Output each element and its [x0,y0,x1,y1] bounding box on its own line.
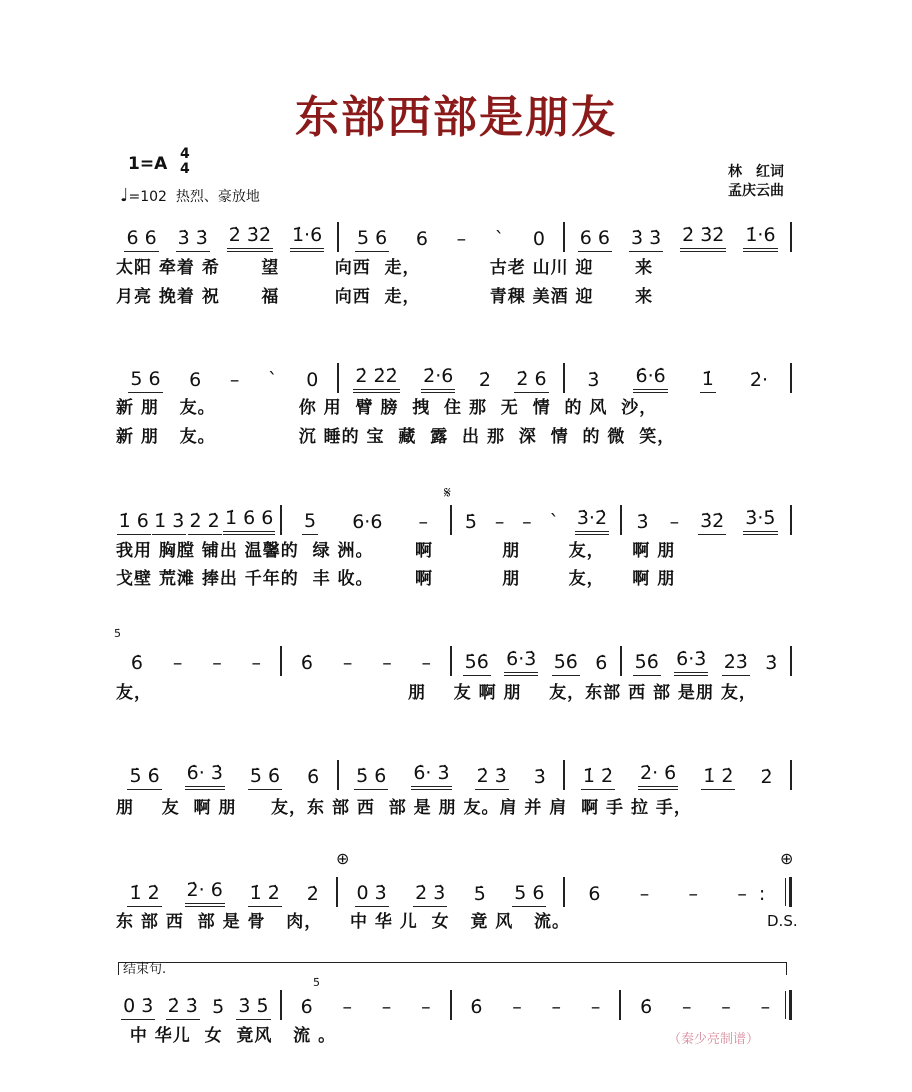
measure [116,990,276,1020]
note-group: – [494,511,505,533]
note-group: – [381,996,392,1018]
notation-system [116,505,796,535]
barline [790,363,792,393]
barline [280,646,282,676]
note-group: 2̇ 6 [514,368,548,393]
note-group: 2̇ [760,766,773,788]
note-group: 6·6 [352,511,383,533]
note-group: – [229,369,240,391]
grace-note: 5̇ [114,627,121,640]
barline [450,990,452,1020]
barline [280,505,282,535]
ending-label: 结束句. [123,962,167,977]
note-group: 6 6 [124,227,158,252]
lyric-line: 戈壁 荒滩 捧出 千年的 丰 收。 啊 朋 友， 啊 朋 [116,569,676,589]
note-group: 1̇ [700,368,716,393]
tempo-marking [120,186,260,207]
grace-note: 5̇ [313,976,320,989]
lyric-line: 中 华儿 女 竟风 流 。 [116,1026,337,1046]
barline [790,222,792,252]
note-group: 1̇ 2̇ [581,765,615,790]
measure [343,760,560,790]
measure [626,646,786,676]
measure [116,505,276,535]
note-group: 5̇6̇ [633,651,661,676]
notation-system [116,363,796,393]
note-group: 0 [306,369,319,391]
note-group: 3̇ 5̇ [236,995,270,1020]
note-group: 2̇ 2̇ [188,510,222,535]
note-group: 3̇·5̇ [743,507,777,535]
barline [336,877,338,907]
measure [626,505,786,535]
note-group: 6̇ [300,996,313,1018]
composer: 孟庆云曲 [728,183,784,199]
lyric-line: 朋 友 啊 朋 友，东 部 西 部 是 朋 友。肩 并 肩 啊 手 拉 手， [116,798,692,818]
note-group: 3̇ 3̇ [629,227,663,252]
note-group: 5̇ 6̇ [248,765,282,790]
coda-icon: ⊕ [780,849,794,868]
segno-icon: 𝄋 [444,483,451,502]
note-group: 2̇·6 [421,365,455,393]
barline [337,222,339,252]
note-group: 5 [302,510,318,535]
note-group: 5̇6̇ [552,651,580,676]
note-group: 0 3̇ [355,882,389,907]
note-group: – [760,996,771,1018]
tempo-value: =102 [128,189,167,205]
measure [286,990,446,1020]
note-group: 1̇·6 [290,224,324,252]
note-group: – [251,652,262,674]
note-group: 3̇ [587,369,600,391]
lyric-line: 月亮 挽着 祝 福 向西 走， 青稞 美酒 迎 来 [116,287,654,307]
note-group: – [551,996,562,1018]
note-group: ˋ [268,369,278,391]
note-group: – : [737,883,766,905]
note-group: 6 [415,228,428,250]
note-group: – [688,883,699,905]
key-signature: 1=A [128,154,168,174]
measure [343,363,560,393]
note-group: 6̇ [300,652,314,674]
barline [790,760,792,790]
note-group: 0 3̇ [121,995,155,1020]
note-group: 6̇ [640,996,653,1018]
song-title: 东部西部是朋友 [295,92,617,143]
note-group: – [522,511,532,533]
notation-system [116,222,796,252]
note-group: – [721,996,731,1018]
measure [116,760,333,790]
barline [620,505,622,535]
measure [456,990,616,1020]
note-group: 3̇·2̇ [575,507,609,535]
note-group: 6 6 [578,227,612,252]
note-group: 2̇· 6̇ [638,762,678,790]
note-group: 1̇ 6 6 [223,507,275,535]
arranger-credit: （秦少亮制谱） [668,1032,760,1047]
note-group: – [456,228,467,250]
note-group: 5̇ 6̇ [354,765,388,790]
lyric-line: 我用 胸膛 铺出 温馨的 绿 洲。 啊 朋 友， 啊 朋 [116,541,676,561]
barline [563,363,565,393]
measure [116,363,333,393]
meter-top: 4 [180,146,190,162]
note-group: 2̇ 3̇ [166,995,200,1020]
barline [790,505,792,535]
note-group: – [382,652,392,674]
note-group: 6̇ [470,996,483,1018]
measure [569,760,786,790]
note-group: 2̇ 3̇ [475,765,509,790]
note-group: 2̇ 3̇2̇ [227,224,273,252]
note-group: – [421,652,432,674]
notation-system [116,760,796,790]
note-group: 5 6 [128,368,162,393]
note-group: ˋ [549,511,559,533]
measure [456,646,616,676]
note-group: – [212,652,222,674]
note-group: 1̇ 2̇ [248,882,282,907]
note-group: 1̇ 2̇ [127,882,161,907]
note-group: 5̇ [473,883,486,905]
final-barline [789,877,792,907]
note-group: 6̇·3̇ [674,648,708,676]
barline [790,646,792,676]
barline [619,990,621,1020]
final-barline [789,990,792,1020]
notation-system [116,990,796,1020]
measure [286,505,446,535]
barline [563,222,565,252]
measure [342,877,558,907]
measure [569,222,786,252]
barline [280,990,282,1020]
note-group: 6̇ [595,652,608,674]
barline [620,646,622,676]
note-group: 6̇·6̇ [633,365,667,393]
measure [286,646,446,676]
note-group: 2̇ [306,883,319,905]
barline [450,505,452,535]
note-group: – [342,996,353,1018]
lyric-line: 太阳 牵着 希 望 向西 走， 古老 山川 迎 来 [116,258,654,278]
barline [337,363,339,393]
notation-system [116,877,796,907]
note-group: 3̇ [765,652,778,674]
note-group: ˋ [494,228,505,250]
note-group: 5̇6̇ [463,651,491,676]
note-group: 6̇· 3̇ [411,762,451,790]
note-group: 1̇ 6 [117,510,151,535]
notation-system [116,646,796,676]
note-group: 2̇ 3̇ [413,882,447,907]
note-group: 1̇ 2̇ [701,765,735,790]
barline [450,646,452,676]
measure [116,646,276,676]
lyric-line: 新 朋 友。 沉 睡的 宝 藏 露 出 那 深 情 的 微 笑， [116,427,676,447]
note-group: – [421,996,431,1018]
note-group: 6̇·3̇ [504,648,538,676]
note-group: 5̇ 6̇ [127,765,161,790]
note-group: 5̇ [212,996,225,1018]
note-group: – [342,652,353,674]
expression: 热烈、豪放地 [175,189,260,205]
note-group: 2̇ [478,369,491,391]
measure [569,877,785,907]
note-group: – [590,996,601,1018]
lyric-line: 东 部 西 部 是 骨 肉， 中 华 儿 女 竟 风 流。 [116,912,571,932]
note-group: 5 6 [512,882,546,907]
measure [569,363,786,393]
note-group: 3̇ [636,511,649,533]
note-group: 5 6 [355,227,389,252]
note-group: 2̇· [749,369,768,391]
note-group: 6̇· 3̇ [185,762,225,790]
lyric-line: 新 朋 友。 你 用 臂 膀 拽 住 那 无 情 的 风 沙， [116,398,658,418]
note-group: 2̇ 2̇2̇ [353,365,399,393]
note-group: – [639,883,650,905]
measure [625,990,785,1020]
note-group: 3̇ [533,766,546,788]
lyricist: 林 红词 [728,164,784,180]
note-group: 0 [532,228,545,250]
note-group: – [418,511,428,533]
note-group: 2̇· 6 [185,879,225,907]
barline [337,760,339,790]
note-group: 1̇ 3̇ [152,510,186,535]
note-group: 1̇·6 [743,224,777,252]
note-group: 2̇ 3̇2̇ [680,224,726,252]
barline [563,877,565,907]
measure [456,505,616,535]
coda-icon: ⊕ [336,849,350,868]
note-group: 6̇ [307,766,320,788]
note-group: 6 [189,369,202,391]
note-group: – [682,996,692,1018]
note-group: – [512,996,522,1018]
credits [728,163,784,201]
time-signature [180,147,190,177]
meter-bottom: 4 [180,161,190,177]
note-group: – [172,652,183,674]
ending-bracket [118,962,787,975]
measure [116,877,332,907]
note-group: 5̇ [464,511,477,533]
lyric-line: 友， 朋 友 啊 朋 友，东部 西 部 是朋 友， [116,683,757,703]
ds-marking: D.S. [767,912,798,930]
note-group: – [669,511,680,533]
note-group: 3̇2̇ [698,510,726,535]
quarter-note-icon: ♩ [120,185,129,206]
note-group: 3̇ 3̇ [176,227,210,252]
barline [563,760,565,790]
measure [116,222,333,252]
note-group: 6 [588,883,601,905]
note-group: 2̇3̇ [722,651,750,676]
note-group: 6̇ [130,652,144,674]
measure [343,222,560,252]
